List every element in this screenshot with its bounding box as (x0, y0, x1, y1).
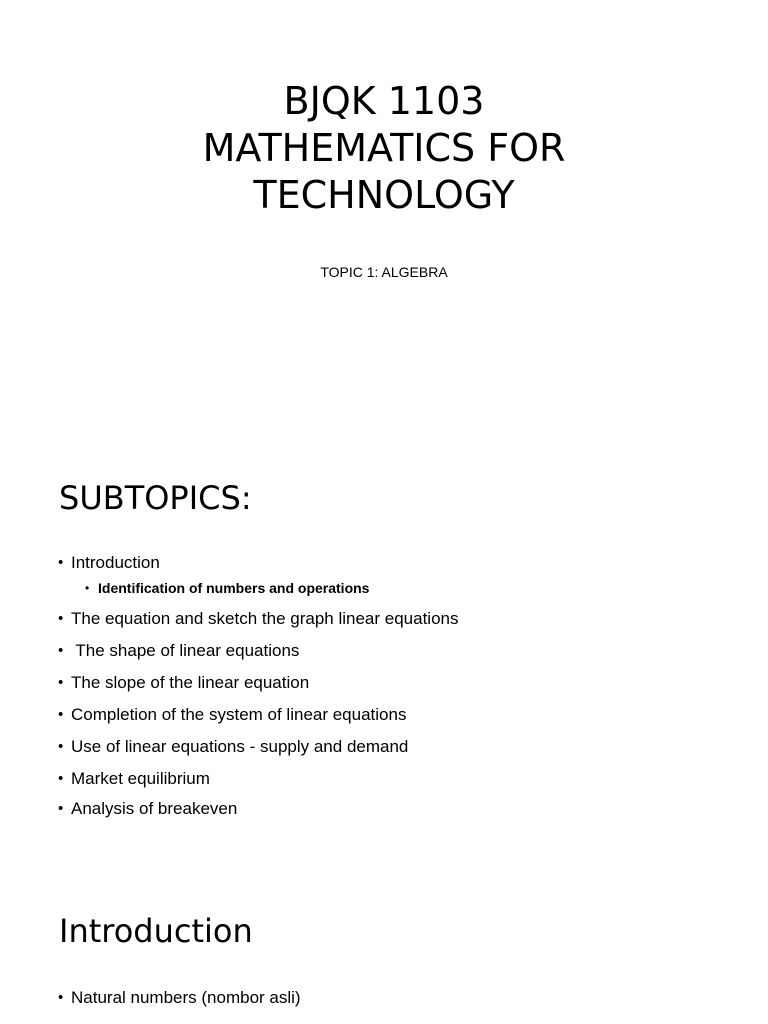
slide-subtitle: TOPIC 1: ALGEBRA (320, 264, 448, 280)
list-item-sub: • Identification of numbers and operations (85, 577, 459, 599)
list-item: • Completion of the system of linear equations (58, 704, 459, 726)
list-item: • Introduction (58, 552, 459, 574)
list-item: • Analysis of breakeven (58, 798, 459, 820)
introduction-list (58, 987, 301, 1009)
list-item: • The shape of linear equations (58, 640, 459, 662)
slide-heading: SUBTOPICS: (59, 479, 252, 517)
title-line-course-code: BJQK 1103 (283, 79, 485, 123)
introduction-slide (0, 855, 768, 1024)
list-item: • Market equilibrium (58, 768, 459, 790)
slide-title (0, 78, 768, 219)
subtopics-list (58, 552, 459, 820)
list-item: • The equation and sketch the graph linear equations (58, 608, 459, 630)
list-item: • Use of linear equations - supply and demand (58, 736, 459, 758)
slide-heading: Introduction (59, 912, 253, 950)
title-slide (0, 0, 768, 440)
subtopics-slide (0, 440, 768, 855)
title-line-course-name: MATHEMATICS FOR (202, 126, 566, 170)
list-item: • Natural numbers (nombor asli) (58, 987, 301, 1009)
title-line-course-name-cont: TECHNOLOGY (253, 173, 515, 217)
list-item: • The slope of the linear equation (58, 672, 459, 694)
